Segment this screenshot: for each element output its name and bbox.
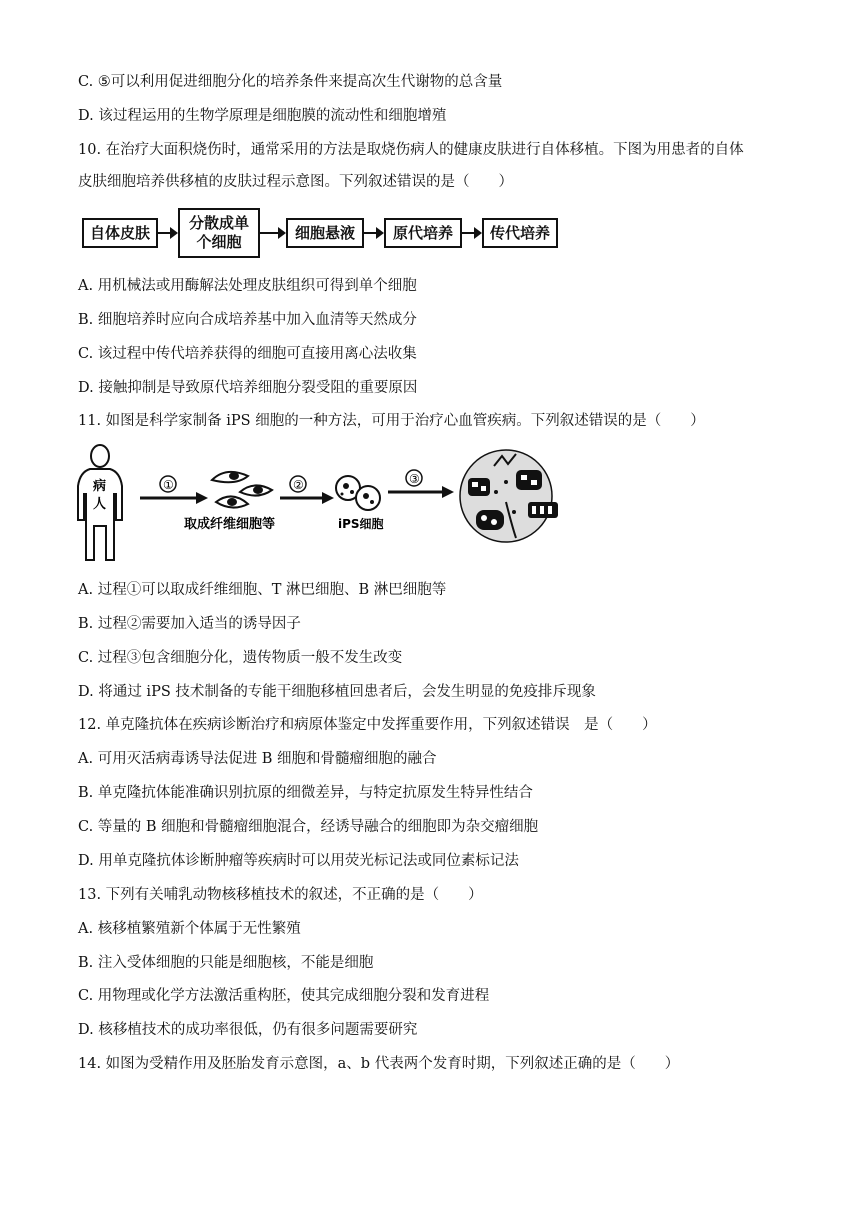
flow-arrow-4 (462, 232, 480, 234)
q11-option-c: C. 过程③包含细胞分化，遗传物质一般不发生改变 (78, 650, 403, 666)
q9-option-d: D. 该过程运用的生物学原理是细胞膜的流动性和细胞增殖 (78, 108, 447, 124)
q13-option-d: D. 核移植技术的成功率很低，仍有很多问题需要研究 (78, 1022, 418, 1038)
step-arrow-1 (140, 476, 208, 504)
fibroblast-label: 取成纤维细胞等 (184, 517, 276, 532)
flow-arrow-3 (364, 232, 382, 234)
ips-cell-label: iPS细胞 (338, 517, 384, 531)
fibroblast-cells-icon (212, 472, 272, 508)
patient-char-1: 病 (93, 479, 107, 494)
q11-option-d: D. 将通过 iPS 技术制备的专能干细胞移植回患者后，会发生明显的免疫排斥现象 (78, 684, 596, 700)
step-3-label: ③ (409, 472, 420, 486)
q13-option-c: C. 用物理或化学方法激活重构胚，使其完成细胞分裂和发育进程 (78, 988, 490, 1004)
flow-step-disperse (178, 208, 260, 258)
patient-char-2: 人 (93, 497, 107, 512)
q10-option-c: C. 该过程中传代培养获得的细胞可直接用离心法收集 (78, 346, 417, 362)
ips-cells-icon (336, 476, 380, 510)
q12-option-d: D. 用单克隆抗体诊断肿瘤等疾病时可以用荧光标记法或同位素标记法 (78, 853, 519, 869)
q13-option-b: B. 注入受体细胞的只能是细胞核，不能是细胞 (78, 955, 374, 971)
q9-option-c: C. ⑤可以利用促进细胞分化的培养条件来提高次生代谢物的总含量 (78, 74, 503, 90)
flow-step-disperse-line2: 个细胞 (196, 233, 242, 251)
flow-step-passage: 传代培养 (482, 218, 558, 248)
q10-option-d: D. 接触抑制是导致原代培养细胞分裂受阻的重要原因 (78, 380, 418, 396)
differentiated-tissue-icon (460, 450, 558, 542)
q12-option-b: B. 单克隆抗体能准确识别抗原的细微差异，与特定抗原发生特异性结合 (78, 785, 533, 801)
flow-step-skin: 自体皮肤 (82, 218, 158, 248)
q14-stem: 14. 如图为受精作用及胚胎发育示意图，a、b 代表两个发育时期，下列叙述正确的是（ ） (78, 1056, 680, 1072)
flow-step-suspension: 细胞悬液 (286, 218, 364, 248)
q11-ips-figure (76, 442, 566, 566)
q10-stem-line2: 皮肤细胞培养供移植的皮肤过程示意图。下列叙述错误的是（ ） (78, 174, 513, 190)
q13-option-a: A. 核移植繁殖新个体属于无性繁殖 (78, 921, 301, 937)
q11-option-b: B. 过程②需要加入适当的诱导因子 (78, 616, 301, 632)
step-2-label: ② (293, 478, 304, 492)
q10-option-b: B. 细胞培养时应向合成培养基中加入血清等天然成分 (78, 312, 417, 328)
q12-option-a: A. 可用灭活病毒诱导法促进 B 细胞和骨髓瘤细胞的融合 (78, 751, 437, 767)
q12-stem: 12. 单克隆抗体在疾病诊断治疗和病原体鉴定中发挥重要作用，下列叙述错误 是（ ） (78, 717, 657, 733)
q12-option-c: C. 等量的 B 细胞和骨髓瘤细胞混合，经诱导融合的细胞即为杂交瘤细胞 (78, 819, 539, 835)
q11-option-a: A. 过程①可以取成纤维细胞、T 淋巴细胞、B 淋巴细胞等 (78, 582, 447, 598)
q13-stem: 13. 下列有关哺乳动物核移植技术的叙述，不正确的是（ ） (78, 887, 483, 903)
q10-stem-line1: 10. 在治疗大面积烧伤时，通常采用的方法是取烧伤病人的健康皮肤进行自体移植。下图为用患者的自体 (78, 142, 744, 158)
flow-arrow-2 (260, 232, 284, 234)
q10-option-a: A. 用机械法或用酶解法处理皮肤组织可得到单个细胞 (78, 278, 417, 294)
flow-step-primary: 原代培养 (384, 218, 462, 248)
flow-arrow-1 (158, 232, 176, 234)
q10-flowchart (80, 206, 580, 258)
step-arrow-2 (280, 476, 334, 504)
step-arrow-3 (388, 470, 454, 498)
q11-stem: 11. 如图是科学家制备 iPS 细胞的一种方法，可用于治疗心血管疾病。下列叙述错误的是（ ） (78, 413, 705, 429)
flow-step-disperse-line1: 分散成单 (188, 214, 249, 232)
step-1-label: ① (163, 478, 174, 492)
